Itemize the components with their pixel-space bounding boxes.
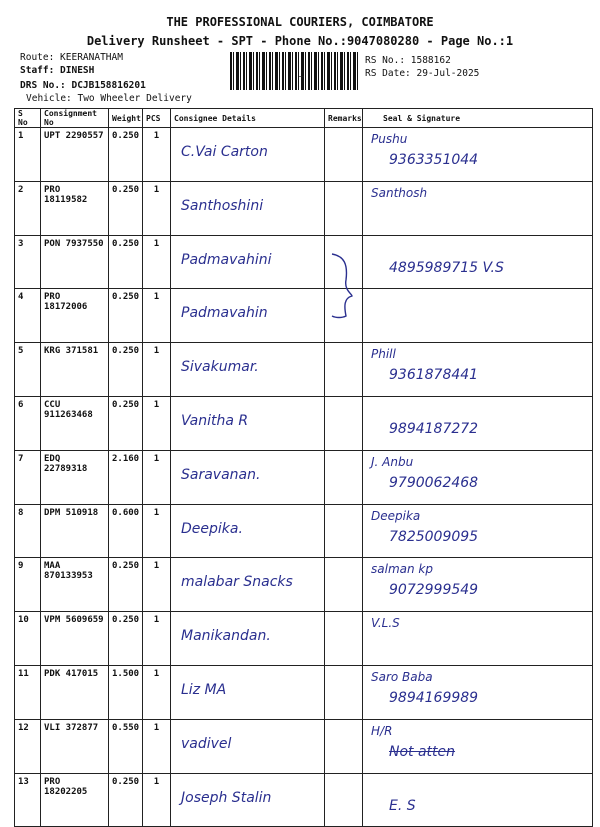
cell-weight: 0.550 [109,719,143,773]
table-row [15,181,593,235]
signature-phone: E. S [389,797,416,814]
cell-consignee [171,612,325,666]
cell-pcs: 1 [143,558,171,612]
table-row [15,343,593,397]
consignee-handwriting: Liz MA [181,681,227,698]
cell-consignment: MAA 870133953 [41,558,109,612]
signature-phone: Not atten [389,743,456,760]
signature-handwriting: salman kp [371,562,433,577]
cell-consignment: PDK 417015 [41,665,109,719]
consignee-handwriting: C.Vai Carton [181,144,268,160]
cell-weight: 0.250 [109,128,143,182]
cell-consignee [171,343,325,397]
cell-pcs: 1 [143,665,171,719]
company-title: THE PROFESSIONAL COURIERS, COIMBATORE [166,15,434,29]
cell-consignment: UPT 2290557 [41,128,109,182]
rs-date: RS Date: 29-Jul-2025 [365,68,480,79]
cell-weight: 0.250 [109,558,143,612]
cell-remarks [325,343,363,397]
cell-sno: 7 [15,450,41,504]
cell-pcs: 1 [143,504,171,558]
cell-signature [363,665,593,719]
cell-signature [363,343,593,397]
drs-number: DRS No.: DCJB158816201 [20,80,146,91]
cell-consignee [171,396,325,450]
cell-weight: 2.160 [109,450,143,504]
signature-phone: 9363351044 [389,152,479,168]
cell-signature [363,450,593,504]
col-header-pcs: PCS [143,109,171,128]
cell-pcs: 1 [143,396,171,450]
signature-phone: 7825009095 [389,528,479,545]
cell-consignee [171,719,325,773]
cell-consignment: VLI 372877 [41,719,109,773]
cell-pcs: 1 [143,450,171,504]
cell-remarks [325,181,363,235]
cell-remarks [325,612,363,666]
cell-remarks [325,450,363,504]
signature-handwriting: Phill [371,347,396,362]
table-row [15,719,593,773]
cell-consignment: DPM 510918 [41,504,109,558]
col-header-weight: Weight [109,109,143,128]
cell-consignment: EDQ 22789318 [41,450,109,504]
runsheet-subtitle: Delivery Runsheet - SPT - Phone No.:9047080280 - Page No.:1 [86,34,514,48]
cell-pcs: 1 [143,235,171,289]
cell-signature [363,558,593,612]
cell-pcs: 1 [143,289,171,343]
cell-weight: 0.600 [109,504,143,558]
cell-pcs: 1 [143,773,171,827]
signature-handwriting: J. Anbu [371,454,414,469]
cell-consignee [171,665,325,719]
signature-handwriting: H/R [371,723,393,738]
cell-pcs: 1 [143,612,171,666]
cell-signature [363,504,593,558]
consignee-handwriting: Manikandan. [181,628,271,645]
cell-remarks [325,665,363,719]
cell-weight: 0.250 [109,396,143,450]
cell-pcs: 1 [143,181,171,235]
signature-handwriting: Deepika [371,508,421,523]
cell-signature [363,128,593,182]
consignee-handwriting: Sivakumar. [181,359,259,376]
table-row [15,235,593,289]
consignee-handwriting: vadivel [181,735,232,752]
consignee-handwriting: Santhoshini [181,197,264,214]
cell-sno: 11 [15,665,41,719]
cell-consignment: PRO 18172006 [41,289,109,343]
cell-pcs: 1 [143,128,171,182]
table-row [15,396,593,450]
table-row [15,289,593,343]
rs-number: RS No.: 1588162 [365,55,451,66]
table-row [15,612,593,666]
col-header-sno: S No [15,109,41,128]
cell-signature [363,719,593,773]
cell-sno: 5 [15,343,41,397]
table-row [15,450,593,504]
cell-consignee [171,558,325,612]
cell-weight: 0.250 [109,612,143,666]
cell-signature [363,235,593,289]
cell-remarks [325,719,363,773]
hand-drawn-bracket [330,250,356,320]
table-row [15,504,593,558]
route-label: Route: KEERANATHAM [20,52,123,63]
table-row [15,128,593,182]
signature-phone: 9361878441 [389,367,479,384]
table-row [15,665,593,719]
signature-phone: 9072999549 [389,582,479,599]
cell-weight: 0.250 [109,235,143,289]
vehicle-label: Vehicle: Two Wheeler Delivery [26,93,192,104]
cell-weight: 0.250 [109,343,143,397]
signature-handwriting: V.L.S [371,616,400,631]
barcode [230,52,360,90]
cell-consignment: PRO 18202205 [41,773,109,827]
consignee-handwriting: Padmavahini [181,251,272,268]
cell-remarks [325,396,363,450]
cell-sno: 1 [15,128,41,182]
signature-handwriting: Saro Baba [371,669,433,684]
signature-handwriting: Santhosh [371,185,428,200]
signature-handwriting: Pushu [371,132,408,146]
runsheet-table [14,108,593,827]
cell-sno: 4 [15,289,41,343]
cell-sno: 8 [15,504,41,558]
signature-phone: 4895989715 V.S [389,259,504,276]
cell-signature [363,396,593,450]
cell-pcs: 1 [143,719,171,773]
consignee-handwriting: Saravanan. [181,466,261,483]
cell-weight: 1.500 [109,665,143,719]
cell-consignee [171,450,325,504]
col-header-remarks: Remarks [325,109,363,128]
cell-sno: 2 [15,181,41,235]
cell-consignment: PRO 18119582 [41,181,109,235]
cell-signature [363,289,593,343]
cell-consignee [171,181,325,235]
col-header-consignment: Consignment No [41,109,109,128]
cell-sno: 6 [15,396,41,450]
cell-remarks [325,128,363,182]
consignee-handwriting: Deepika. [181,520,243,537]
consignee-handwriting: malabar Snacks [181,574,293,591]
signature-phone: 9894169989 [389,689,479,706]
cell-consignment: KRG 371581 [41,343,109,397]
cell-sno: 3 [15,235,41,289]
cell-remarks [325,504,363,558]
staff-label: Staff: DINESH [20,65,95,76]
cell-signature [363,181,593,235]
consignee-handwriting: Joseph Stalin [181,789,272,806]
table-header-row [15,109,593,128]
cell-consignment: PON 7937550 [41,235,109,289]
cell-sno: 12 [15,719,41,773]
cell-consignee [171,235,325,289]
cell-consignee [171,504,325,558]
col-header-signature: Seal & Signature [363,109,593,128]
cell-pcs: 1 [143,343,171,397]
cell-weight: 0.250 [109,289,143,343]
consignee-handwriting: Padmavahin [181,305,268,322]
table-row [15,558,593,612]
cell-sno: 9 [15,558,41,612]
cell-sno: 10 [15,612,41,666]
cell-signature [363,612,593,666]
cell-weight: 0.250 [109,181,143,235]
col-header-consignee: Consignee Details [171,109,325,128]
signature-phone: 9894187272 [389,420,479,437]
cell-remarks [325,558,363,612]
barcode-mark: ~ [298,72,305,81]
cell-sno: 13 [15,773,41,827]
cell-consignee [171,128,325,182]
cell-weight: 0.250 [109,773,143,827]
cell-consignee [171,289,325,343]
cell-consignment: VPM 5609659 [41,612,109,666]
cell-consignment: CCU 911263468 [41,396,109,450]
consignee-handwriting: Vanitha R [181,412,249,429]
signature-phone: 9790062468 [389,474,479,491]
